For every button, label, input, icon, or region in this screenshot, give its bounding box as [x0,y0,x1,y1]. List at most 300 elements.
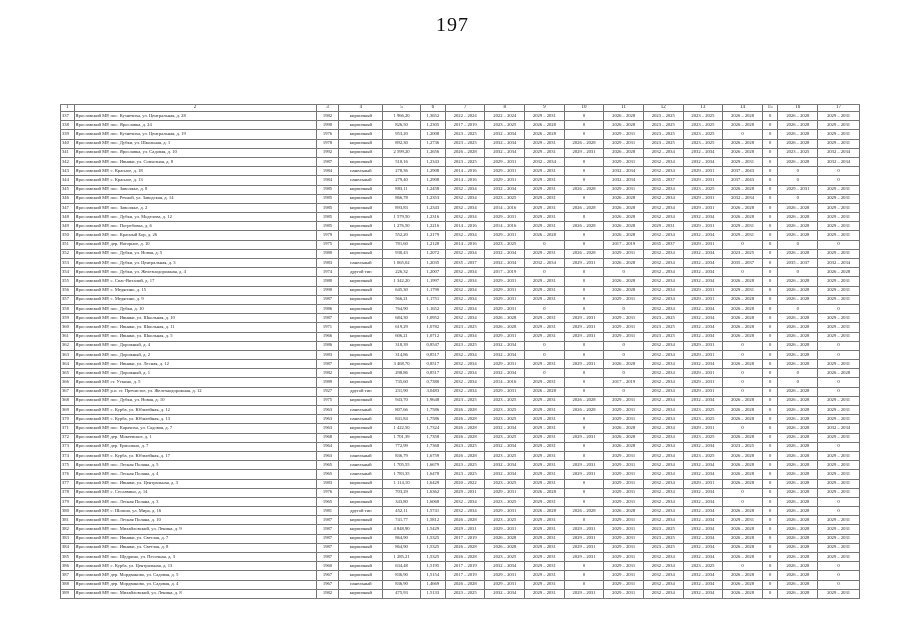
table-cell: 0 [604,341,644,350]
table-row [61,479,860,488]
table-row [61,406,860,415]
table-cell: 2026 – 2028 [445,580,485,589]
table-cell: 1967 [316,580,339,589]
table-cell: 1965 [316,461,339,470]
table-cell: 0 [762,176,778,185]
row-number: 382 [61,525,75,534]
table-cell: 2029 – 2031 [525,203,565,212]
table-cell: 2029 – 2031 [525,332,565,341]
table-cell: 2023 – 2025 [445,323,485,332]
table-cell: 0 [762,433,778,442]
table-row [61,350,860,359]
table-cell: 2029 – 2031 [525,249,565,258]
table-cell: 1987 [316,553,339,562]
address-cell: Ярославский МР, пос. Дубки, ул. Центральная, д. 3 [74,259,316,268]
table-cell: кирпичный [339,121,383,130]
table-cell: 2029 – 2031 [683,479,723,488]
table-cell: 2026 – 2028 [778,286,818,295]
row-number: 376 [61,470,75,479]
table-row [61,148,860,157]
row-number: 367 [61,387,75,396]
table-cell: 2029 – 2031 [564,553,604,562]
table-cell: 2029 – 2031 [525,470,565,479]
table-cell: 2026 – 2028 [778,139,818,148]
address-cell: Ярославский МР, пос. Лесная Поляна, д. 3 [74,497,316,506]
table-cell: кирпичный [339,286,383,295]
table-cell: 0 [762,516,778,525]
table-cell: 2026 – 2028 [778,424,818,433]
row-number: 363 [61,350,75,359]
table-cell: 0 [723,497,763,506]
table-row [61,396,860,405]
table-cell: 1982 [316,369,339,378]
row-number: 379 [61,497,75,506]
table-cell: 1 276,50 [383,222,421,231]
table-cell: 2029 – 2031 [485,304,525,313]
table-cell: 0 [564,341,604,350]
table-row [61,580,860,589]
table-cell: 2026 – 2028 [778,470,818,479]
table-cell: 2032 – 2034 [643,571,683,580]
table-cell: 2037 – 2043 [723,167,763,176]
table-cell: 2026 – 2028 [723,213,763,222]
table-cell: 2029 – 2031 [818,461,860,470]
table-cell: 2029 – 2031 [485,580,525,589]
table-row [61,240,860,249]
table-cell: 2029 – 2031 [525,396,565,405]
table-cell: 2032 – 2034 [643,562,683,571]
table-cell: 2029 – 2031 [564,314,604,323]
table-cell: 735,60 [383,378,421,387]
table-cell: 2029 – 2031 [564,433,604,442]
table-cell: 2026 – 2028 [723,451,763,460]
table-cell: 0 [762,396,778,405]
table-cell: 2029 – 2031 [604,534,644,543]
table-cell: 2032 – 2034 [643,213,683,222]
table-cell: 0 [564,378,604,387]
table-cell: 2029 – 2031 [525,222,565,231]
table-cell: 2029 – 2031 [525,176,565,185]
table-cell: 2026 – 2028 [485,543,525,552]
table-cell: 2029 – 2031 [723,231,763,240]
address-cell: Ярославский МР, пос. Дубки, ул. Новая, д. 5 [74,249,316,258]
table-cell: 864,90 [383,543,421,552]
table-cell: кирпичный [339,378,383,387]
table-cell: 2032 – 2034 [683,580,723,589]
table-cell: 2029 – 2031 [525,286,565,295]
table-cell: 1985 [316,213,339,222]
table-cell: 1963 [316,451,339,460]
table-cell: 1,2072 [420,249,445,258]
table-cell: 2026 – 2028 [604,121,644,130]
table-cell: 1,1751 [420,295,445,304]
table-cell: 2026 – 2028 [723,203,763,212]
table-cell: 2026 – 2028 [445,553,485,562]
table-cell: 2029 – 2031 [818,286,860,295]
table-cell: 2023 – 2025 [643,314,683,323]
table-cell: 0 [762,148,778,157]
address-cell: Ярославский МР, пос. Ивняки, ул. Школьная, д. 11 [74,323,316,332]
table-cell: 2029 – 2031 [723,222,763,231]
table-cell: 0 [818,240,860,249]
row-number: 345 [61,185,75,194]
column-header: 17 [818,105,860,112]
table-cell: 314,86 [383,350,421,359]
table-cell: 2026 – 2028 [485,534,525,543]
table-cell: 2032 – 2034 [643,286,683,295]
table-row [61,332,860,341]
table-cell: кирпичный [339,203,383,212]
table-cell: 2029 – 2031 [818,185,860,194]
table-cell: 0 [762,497,778,506]
table-cell: 1964 [316,442,339,451]
table-cell: другой тип [339,268,383,277]
row-number: 375 [61,461,75,470]
table-cell: 2032 – 2034 [643,406,683,415]
table-cell: кирпичный [339,130,383,139]
table-cell: 2029 – 2031 [525,497,565,506]
row-number: 370 [61,415,75,424]
table-cell: 2029 – 2031 [485,571,525,580]
table-cell: 0 [762,553,778,562]
table-cell: 0 [564,112,604,121]
table-cell: 1987 [316,295,339,304]
row-number: 348 [61,213,75,222]
table-cell: кирпичный [339,148,383,157]
row-number: 371 [61,424,75,433]
table-cell: панельный [339,470,383,479]
table-cell: 2023 – 2025 [643,121,683,130]
table-cell: 1,6478 [420,470,445,479]
table-cell: 2029 – 2031 [683,378,723,387]
table-cell: 0 [723,378,763,387]
table-cell: 2029 – 2031 [525,323,565,332]
table-cell: 2023 – 2025 [683,185,723,194]
address-cell: Ярославский МР, пос. Лесная Поляна, д. 10 [74,516,316,525]
table-cell: кирпичный [339,571,383,580]
table-cell: 0 [818,304,860,313]
table-cell: 943,70 [383,396,421,405]
table-cell: 2029 – 2031 [485,507,525,516]
table-cell: 2026 – 2028 [778,543,818,552]
table-cell: 1989 [316,378,339,387]
table-cell: 634,48 [383,562,421,571]
table-cell: 2032 – 2034 [445,194,485,203]
table-cell: 1960 [316,562,339,571]
table-cell: 0 [723,562,763,571]
table-cell: панельный [339,580,383,589]
table-cell: кирпичный [339,222,383,231]
address-cell: Ярославский МР, с. Медягино, д. 15 [74,286,316,295]
table-cell: 0 [762,350,778,359]
address-cell: Ярославский МР, с. Курба, ул. Центральная, д. 13 [74,562,316,571]
table-cell: 0 [762,139,778,148]
table-cell: 0 [762,194,778,203]
table-cell: 2026 – 2028 [778,213,818,222]
table-cell: 684,30 [383,314,421,323]
table-cell: 0 [604,350,644,359]
table-cell: 2026 – 2028 [778,350,818,359]
table-cell: 0 [762,203,778,212]
row-number: 386 [61,562,75,571]
table-cell: 2029 – 2031 [683,240,723,249]
table-cell: 781,60 [383,240,421,249]
table-cell: 2029 – 2031 [485,286,525,295]
table-cell: 2029 – 2031 [683,222,723,231]
table-cell: 2032 – 2034 [643,451,683,460]
row-number: 359 [61,314,75,323]
table-row [61,488,860,497]
table-cell: 0 [762,424,778,433]
table-cell: 1965 [316,497,339,506]
table-cell: 2032 – 2034 [683,488,723,497]
address-cell: Ярославский МР, пос. Ивняки, ул. Центральная, д. 3 [74,479,316,488]
table-cell: 2029 – 2031 [564,534,604,543]
table-cell: 0 [818,167,860,176]
table-cell: 2023 – 2025 [445,442,485,451]
table-cell: 2029 – 2031 [818,130,860,139]
table-cell: 2029 – 2031 [604,396,644,405]
table-cell: 2026 – 2028 [723,433,763,442]
address-cell: Ярославский МР, р.п. ст. Пречистое, ул. Железнодорожная, д. 12 [74,387,316,396]
table-cell: 2029 – 2031 [525,516,565,525]
table-cell: 2023 – 2025 [485,240,525,249]
table-cell: 645,30 [383,286,421,295]
table-cell: 2029 – 2031 [683,176,723,185]
table-cell: 1987 [316,543,339,552]
table-cell: 2026 – 2028 [604,112,644,121]
table-cell: 2014 – 2016 [445,240,485,249]
address-cell: Ярославский МР, пос. Заволжье, д. 8 [74,185,316,194]
address-cell: Ярославский МР, пос. Ивняки, ул. Совхозная, д. 8 [74,157,316,166]
table-cell: 2023 – 2025 [643,332,683,341]
row-number: 347 [61,203,75,212]
column-header: 4 [339,105,383,112]
table-cell: 1,2353 [420,194,445,203]
table-cell: 2029 – 2031 [778,185,818,194]
table-cell: 2032 – 2034 [485,139,525,148]
address-cell: Ярославский МР, пос. Ивняки, ул. Школьная, д. 5 [74,332,316,341]
table-cell: 2029 – 2031 [445,525,485,534]
table-cell: 2026 – 2028 [778,461,818,470]
table-cell: другой тип [339,507,383,516]
row-number: 366 [61,378,75,387]
address-cell: Ярославский МР, пос. Заволжье, д. 2 [74,203,316,212]
address-cell: Ярославский МР, пос. Щедрино, ул. Песочная, д. 3 [74,553,316,562]
table-row [61,304,860,313]
column-header: 3 [316,105,339,112]
table-cell: 2029 – 2031 [525,406,565,415]
table-cell: 2032 – 2034 [445,231,485,240]
table-cell: 2026 – 2028 [525,387,565,396]
table-cell: 0 [818,562,860,571]
table-cell: 2032 – 2034 [683,148,723,157]
address-cell: Ярославский МР, пос. Дорожный, д. 4 [74,341,316,350]
table-cell: 2026 – 2028 [778,525,818,534]
table-cell: 2026 – 2028 [604,259,644,268]
table-cell: 4 848,90 [383,525,421,534]
table-cell: 0 [762,185,778,194]
table-cell: 2023 – 2025 [485,433,525,442]
table-cell: 2026 – 2028 [778,112,818,121]
table-cell: 1982 [316,589,339,598]
table-cell: панельный [339,451,383,460]
address-cell: Ярославский МР, с. Курба, ул. Юбилейная, д. 12 [74,406,316,415]
table-cell: 2023 – 2025 [485,479,525,488]
table-cell: 2023 – 2025 [683,562,723,571]
table-cell: 2029 – 2031 [818,139,860,148]
table-cell: 1 966,20 [383,112,421,121]
table-cell: 826,50 [383,121,421,130]
table-cell: 2026 – 2028 [723,543,763,552]
table-cell: 1,2007 [420,268,445,277]
table-cell: кирпичный [339,525,383,534]
row-number: 364 [61,360,75,369]
table-cell: 298,86 [383,369,421,378]
table-cell: 0 [564,488,604,497]
table-cell: 2026 – 2028 [604,277,644,286]
table-cell: 2026 – 2028 [778,231,818,240]
address-cell: Ярославский МР, пос. Кузнечиха, ул. Центральная, д. 19 [74,130,316,139]
table-cell: 2029 – 2031 [564,323,604,332]
table-cell: 2032 – 2034 [643,387,683,396]
table-cell: 343,80 [383,497,421,506]
table-cell: 2032 – 2034 [445,185,485,194]
table-cell: 2029 – 2031 [525,442,565,451]
table-cell: 2032 – 2034 [643,341,683,350]
table-cell: 2032 – 2034 [683,268,723,277]
table-cell: 2026 – 2028 [604,231,644,240]
table-cell: 1,5741 [420,507,445,516]
table-cell: 2026 – 2028 [485,323,525,332]
address-cell: Ярославский МР, пос. Дорожный, д. 1 [74,369,316,378]
table-cell: 2026 – 2028 [525,488,565,497]
table-cell: 1 701,39 [383,433,421,442]
table-cell: 2032 – 2034 [683,497,723,506]
table-cell: 2029 – 2031 [564,360,604,369]
row-number: 346 [61,194,75,203]
column-header: 14 [723,105,763,112]
table-cell: 1,2343 [420,157,445,166]
table-cell: 2029 – 2031 [683,369,723,378]
table-cell: 1,7358 [420,433,445,442]
table-cell: 2026 – 2028 [723,534,763,543]
table-cell: 1986 [316,341,339,350]
table-cell: 2029 – 2031 [818,470,860,479]
table-cell: кирпичный [339,497,383,506]
table-row [61,295,860,304]
table-cell: 2032 – 2034 [683,157,723,166]
table-row [61,378,860,387]
table-cell: 2029 – 2031 [525,433,565,442]
table-cell: 2023 – 2025 [445,461,485,470]
table-cell: 2032 – 2034 [525,157,565,166]
address-cell: Ярославский МР, пос. Ярославка, д. 24 [74,121,316,130]
table-cell: 2029 – 2031 [604,249,644,258]
table-cell: 2029 – 2031 [604,470,644,479]
table-cell: 2023 – 2025 [445,157,485,166]
table-cell: 2032 – 2034 [643,148,683,157]
table-cell: 2029 – 2031 [683,350,723,359]
table-cell: 807,66 [383,406,421,415]
table-row [61,185,860,194]
table-cell: 0 [762,571,778,580]
table-cell: 2032 – 2034 [643,488,683,497]
table-cell: 2026 – 2028 [723,148,763,157]
row-number: 358 [61,304,75,313]
table-cell: 1976 [316,130,339,139]
table-cell: 1,3652 [420,112,445,121]
table-cell: 2026 – 2028 [778,249,818,258]
table-cell: 892,30 [383,139,421,148]
table-cell: 0 [564,304,604,313]
table-cell: 0 [762,268,778,277]
row-number: 373 [61,442,75,451]
table-cell: 2023 – 2025 [683,139,723,148]
table-cell: 0 [564,571,604,580]
table-row [61,461,860,470]
table-cell: 0 [778,268,818,277]
table-cell: 2029 – 2031 [604,562,644,571]
table-cell: кирпичный [339,589,383,598]
table-cell: 2029 – 2031 [604,332,644,341]
table-cell: 2032 – 2034 [445,213,485,222]
table-cell: 836,79 [383,451,421,460]
table-cell: 1,0712 [420,332,445,341]
table-cell: 0 [762,167,778,176]
table-cell: 2026 – 2028 [778,451,818,460]
table-cell: 2026 – 2028 [604,442,644,451]
table-cell: 2026 – 2028 [564,185,604,194]
table-cell: 1,9648 [420,396,445,405]
table-cell: 2014 – 2016 [445,176,485,185]
table-cell: 2029 – 2031 [683,194,723,203]
table-cell: 2029 – 2031 [604,571,644,580]
table-cell: 2029 – 2031 [525,580,565,589]
table-cell: 2029 – 2031 [604,295,644,304]
table-cell: 1976 [316,488,339,497]
table-cell: 0 [762,369,778,378]
table-cell: 2032 – 2034 [643,442,683,451]
table-cell: 1,5195 [420,562,445,571]
table-cell: 0 [564,442,604,451]
table-cell: 2029 – 2031 [818,231,860,240]
table-cell: 2032 – 2034 [445,295,485,304]
table-cell: 279,40 [383,176,421,185]
table-cell: 1982 [316,112,339,121]
table-cell: 1,2128 [420,240,445,249]
table-cell: 1980 [316,249,339,258]
table-cell: панельный [339,461,383,470]
address-cell: Ярославский МР, пос. Ивняки, ул. Светлая, д. 8 [74,543,316,552]
table-cell: 2026 – 2028 [723,323,763,332]
table-cell: кирпичный [339,543,383,552]
table-cell: 2023 – 2025 [683,121,723,130]
table-cell: 2032 – 2034 [643,516,683,525]
table-row [61,249,860,258]
table-cell: 2032 – 2034 [643,185,683,194]
table-cell: 2032 – 2034 [643,479,683,488]
table-cell: 2023 – 2025 [643,112,683,121]
table-cell: 741,77 [383,516,421,525]
table-cell: 2032 – 2034 [683,231,723,240]
table-cell: 1985 [316,203,339,212]
address-cell: Ярославский МР, с. Сеславино, д. 14 [74,488,316,497]
table-cell: 2020 – 2022 [445,479,485,488]
table-cell: 2026 – 2028 [723,571,763,580]
table-cell: 2026 – 2028 [723,185,763,194]
table-cell: 2029 – 2031 [604,185,644,194]
